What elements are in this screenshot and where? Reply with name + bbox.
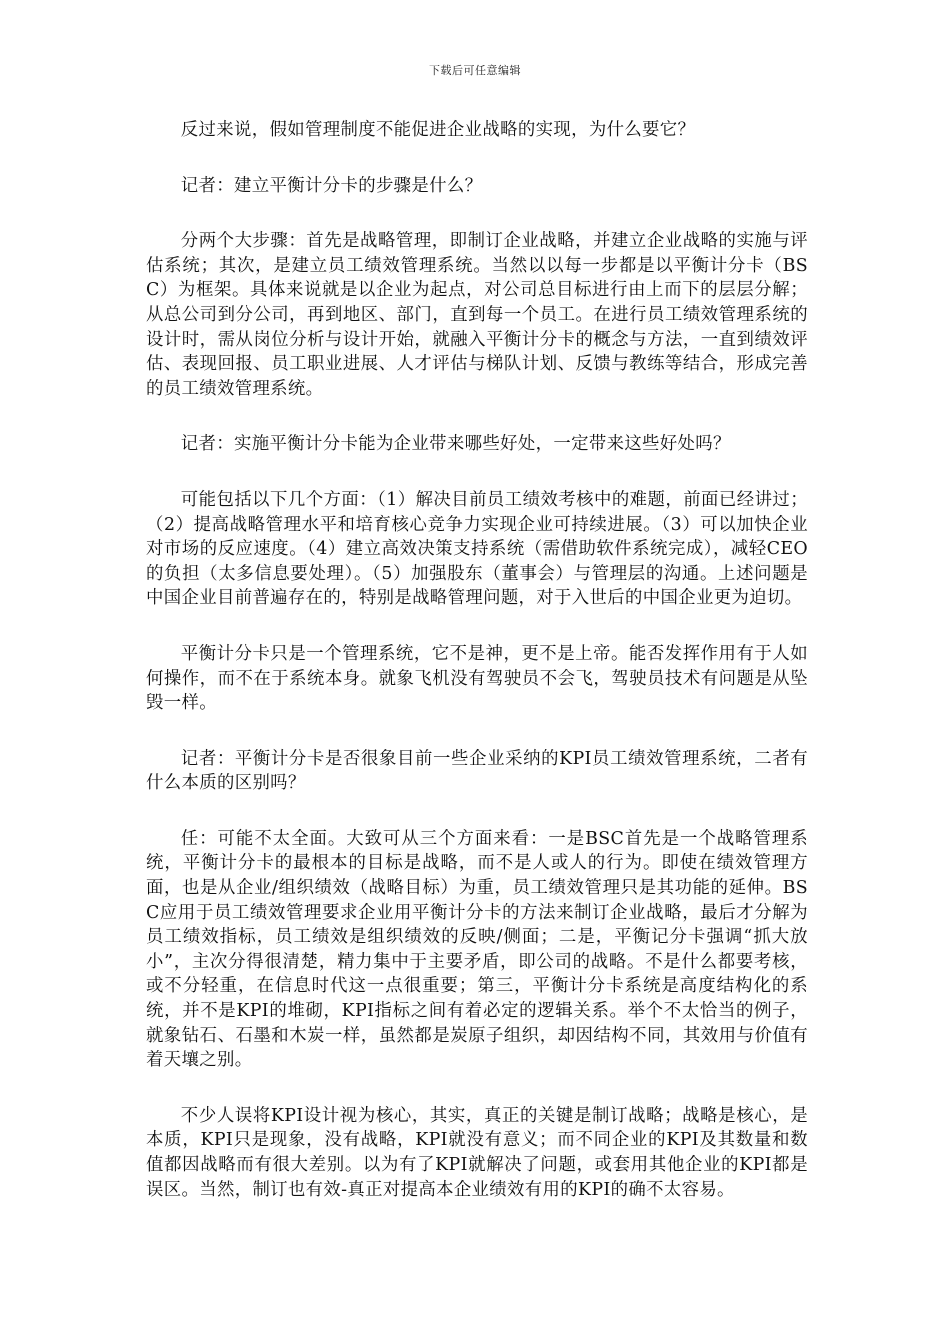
reporter-question: 记者：实施平衡计分卡能为企业带来哪些好处，一定带来这些好处吗？ xyxy=(180,434,731,455)
paragraph: 任：可能不太全面。大致可从三个方面来看：一是BSC首先是一个战略管理系统，平衡计分卡的最根本的目标是战略，而不是人或人的行为。即使在绩效管理方面，也是从企业/组织绩效（战略目标）为重，员工绩效管理只是其功能的延伸。BSC应用于员工绩效管理要求企业用平衡计分卡的方法来制订企业战略，最后才分解为员工绩效指标，员工绩效是组织绩效的反映/侧面；二是，平衡记分卡强调“抓大放小”，主次分得很清楚，精力集中于主要矛盾，即公司的战略。不是什么都要考核，或不分轻重，在信息时代这一点很重要；第三，平衡计分卡系统是高度结构化的系统，并不是KPI的堆砌，KPI指标之间有着必定的逻辑关系。举个不太恰当的例子，就象钻石、石墨和木炭一样，虽然都是炭原子组织，却因结构不同，其效用与价值有着天壤之别。 xyxy=(146,828,808,1071)
paragraph: 不少人误将KPI设计视为核心，其实，真正的关键是制订战略；战略是核心，是本质，KPI只是现象，没有战略，KPI就没有意义；而不同企业的KPI及其数量和数值都因战略而有很大差别。以为有了KPI就解决了问题，或套用其他企业的KPI都是误区。当然，制订也有效-真正对提高本企业绩效有用的KPI的确不太容易。 xyxy=(146,1105,808,1200)
document-body xyxy=(146,118,808,1233)
paragraph: 反过来说，假如管理制度不能促进企业战略的实现，为什么要它？ xyxy=(180,120,696,140)
reporter-question: 记者：平衡计分卡是否很象目前一些企业采纳的KPI员工绩效管理系统，二者有什么本质的区别吗？ xyxy=(146,748,808,794)
paragraph: 可能包括以下几个方面：（1）解决目前员工绩效考核中的难题，前面已经讲过；（2）提高战略管理水平和培育核心竞争力实现企业可持续进展。（3）可以加快企业对市场的反应速度。（4）建立高效决策支持系统（需借助软件系统完成），减轻CEO的负担（太多信息要处理）。（5）加强股东（董事会）与管理层的沟通。上述问题是中国企业目前普遍存在的，特别是战略管理问题，对于入世后的中国企业更为迫切。 xyxy=(146,489,808,609)
reporter-question: 记者：建立平衡计分卡的步骤是什么？ xyxy=(180,175,483,196)
paragraph: 分两个大步骤：首先是战略管理，即制订企业战略，并建立企业战略的实施与评估系统；其次，是建立员工绩效管理系统。当然以以每一步都是以平衡计分卡（BSC）为框架。具体来说就是以企业为起点，对公司总目标进行由上而下的层层分解；从总公司到分公司，再到地区、部门，直到每一个员工。在进行员工绩效管理系统的设计时，需从岗位分析与设计开始，就融入平衡计分卡的概念与方法，一直到绩效评估、表现回报、员工职业进展、人才评估与梯队计划、反馈与教练等结合，形成完善的员工绩效管理系统。 xyxy=(146,231,808,399)
paragraph: 平衡计分卡只是一个管理系统，它不是神，更不是上帝。能否发挥作用有于人如何操作，而不在于系统本身。就象飞机没有驾驶员不会飞，驾驶员技术有问题是从坠毁一样。 xyxy=(146,643,808,714)
page-header-note: 下载后可任意编辑 xyxy=(429,64,521,77)
